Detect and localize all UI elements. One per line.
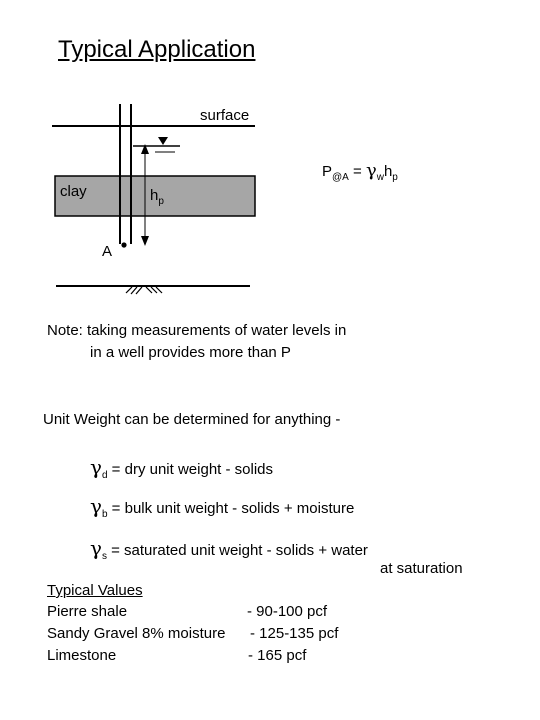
saturation-continuation: at saturation: [380, 560, 463, 577]
hp-label: $h_p$: [150, 187, 164, 207]
typical-value-amount: - 165 pcf: [248, 647, 307, 664]
water-level-triangle-icon: [158, 137, 168, 145]
unit-weight-heading: Unit Weight can be determined for anything -: [43, 411, 341, 428]
definition-dry: $\gamma_d$ = dry unit weight - solids: [90, 455, 274, 481]
hp-arrow-down-icon: [141, 236, 149, 246]
bedrock-hatch-icon: [126, 287, 162, 294]
definition-saturated: $\gamma_s$ = saturated unit weight - solids + water: [90, 536, 368, 562]
note-line-2: in a well provides more than P: [90, 344, 291, 361]
typical-value-name: Pierre shale: [47, 603, 128, 620]
definition-bulk: $\gamma_b$ = bulk unit weight - solids + moisture: [90, 494, 355, 520]
page-title: Typical Application: [58, 36, 256, 63]
surface-label: surface: [200, 107, 250, 124]
typical-value-amount: - 125-135 pcf: [250, 625, 339, 642]
typical-value-name: Limestone: [47, 647, 117, 664]
pressure-formula: $P_{@A} = \gamma_wh_p$: [322, 160, 398, 183]
typical-value-amount: - 90-100 pcf: [247, 603, 328, 620]
clay-label: clay: [60, 183, 87, 200]
typical-values-title: Typical Values: [47, 582, 143, 599]
typical-value-name: Sandy Gravel 8% moisture: [47, 625, 226, 642]
well-diagram: [0, 0, 540, 320]
point-a-label: A: [102, 243, 113, 260]
note-line-1: Note: taking measurements of water levels in: [47, 322, 347, 339]
point-a-marker: [121, 242, 126, 247]
